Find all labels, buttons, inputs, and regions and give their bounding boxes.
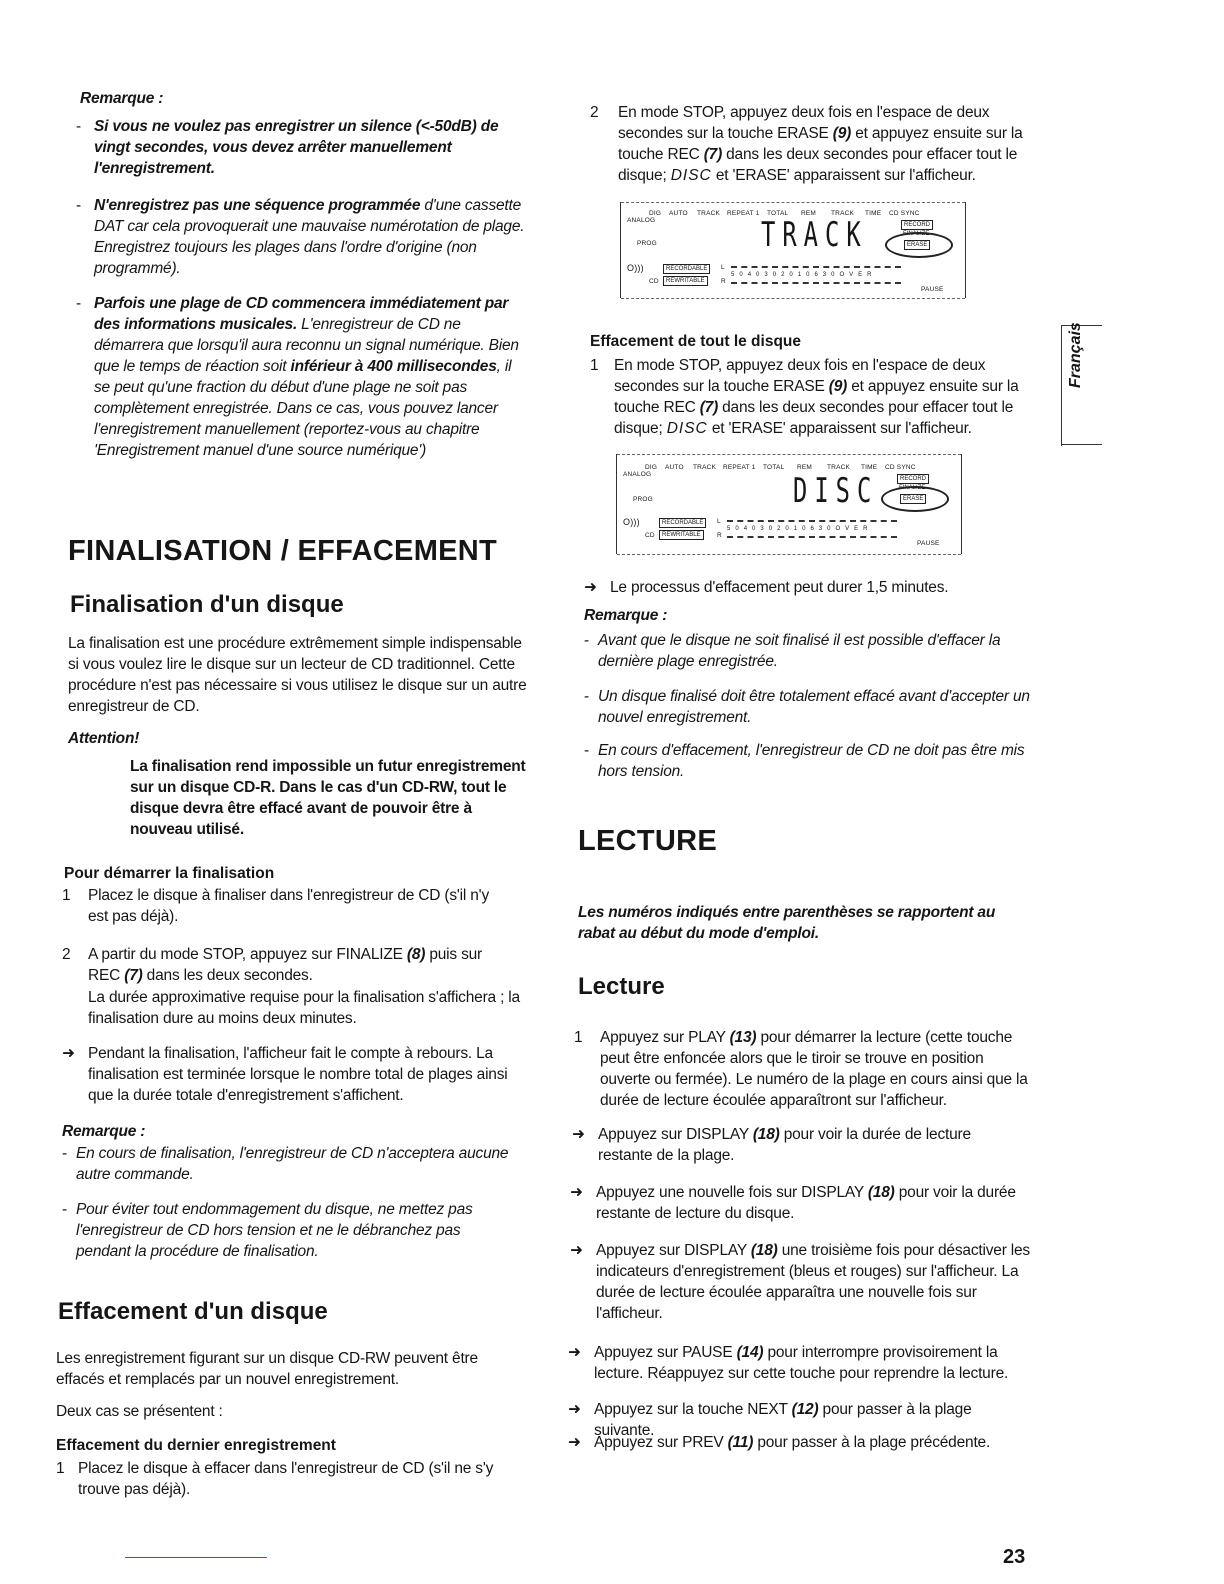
arrow-text: Appuyez une nouvelle fois sur DISPLAY (18) pour voir la durée restante de lecture du disque.	[596, 1184, 1016, 1222]
heading-finalisation-disque: Finalisation d'un disque	[70, 591, 344, 618]
arrow-icon: ➜	[568, 1434, 581, 1451]
arrow-text: Appuyez sur DISPLAY (18) pour voir la durée de lecture restante de la plage.	[598, 1126, 971, 1164]
lcd-display-disc: DIG AUTO TRACK REPEAT 1 TOTAL REM TRACK TIME CD SYNC ANALOG PROG DISC RECORD FINALIZE ERASE O))) RECORDABLE REWRITABLE CD L R 5040302010630OVER PAUSE	[616, 454, 962, 554]
arrow-text: Appuyez sur PREV (11) pour passer à la plage précédente.	[594, 1434, 991, 1451]
remark-text: Avant que le disque ne soit finalisé il est possible d'effacer la dernière plage enregistrée.	[598, 632, 1001, 670]
effacement-paragraph-2: Deux cas se présentent :	[56, 1403, 223, 1420]
remark-text: Un disque finalisé doit être totalement effacé avant d'accepter un nouvel enregistrement.	[598, 688, 1030, 726]
arrow-text: Le processus d'effacement peut durer 1,5 minutes.	[610, 579, 949, 596]
effacement-paragraph: Les enregistrement figurant sur un disque CD-RW peuvent être effacés et remplacés par un nouvel enregistrement.	[56, 1350, 478, 1388]
language-tab-label: Français	[1067, 322, 1084, 388]
remark-title: Remarque :	[62, 1123, 146, 1140]
remark-title: Remarque :	[584, 607, 668, 624]
lcd-display-track: DIG AUTO TRACK REPEAT 1 TOTAL REM TRACK TIME CD SYNC ANALOG PROG TRACK RECORD FINALIZE ERASE O))) RECORDABLE REWRITABLE CD L R 5040302010630OVER PAUSE	[620, 202, 966, 298]
lcd-segment-text: TRACK	[761, 215, 868, 255]
step-text: A partir du mode STOP, appuyez sur FINALIZE (8) puis sur REC (7) dans les deux secondes.	[88, 946, 482, 984]
arrow-icon: ➜	[570, 1242, 583, 1259]
effacement-dernier-title: Effacement du dernier enregistrement	[56, 1437, 336, 1454]
arrow-icon: ➜	[572, 1126, 585, 1143]
page-number: 23	[1003, 1546, 1026, 1568]
attention-title: Attention!	[68, 730, 140, 747]
step-text: En mode STOP, appuyez deux fois en l'espace de deux secondes sur la touche ERASE (9) et appuyez ensuite sur la touche REC (7) dans les deux secondes pour effacer tout le disque; DISC et 'ERASE' apparaissent sur l'afficheur.	[618, 104, 1023, 184]
footer-rule	[125, 1557, 267, 1558]
level-meter: 5040302010630OVER	[727, 518, 897, 540]
arrow-icon: ➜	[568, 1401, 581, 1418]
arrow-icon: ➜	[62, 1045, 75, 1062]
lecture-note: Les numéros indiqués entre parenthèses se rapportent au rabat au début du mode d'emploi.	[578, 904, 996, 942]
remark-text: Si vous ne voulez pas enregistrer un silence (<-50dB) de vingt secondes, vous devez arrêter manuellement l'enregistrement.	[94, 118, 499, 177]
step-text: Placez le disque à finaliser dans l'enregistreur de CD (s'il n'y est pas déjà).	[88, 887, 489, 925]
attention-text: La finalisation rend impossible un futur enregistrement sur un disque CD-R. Dans le cas d'un CD-RW, tout le disque devra être effacé avant de pouvoir être à nouveau utilisé.	[130, 758, 526, 838]
lcd-segment-text: DISC	[793, 471, 879, 511]
arrow-text: Appuyez sur PAUSE (14) pour interrompre provisoirement la lecture. Réappuyez sur cette touche pour reprendre la lecture.	[594, 1344, 1009, 1382]
remark-title: Remarque :	[80, 90, 164, 107]
step-text: Appuyez sur PLAY (13) pour démarrer la lecture (cette touche peut être enfoncée alors que le tiroir se trouve en position ouverte ou fermée). Le numéro de la plage en cours ainsi que la durée de lecture écoulée apparaîtront sur l'afficheur.	[600, 1029, 1028, 1109]
remark-text: N'enregistrez pas une séquence programmée d'une cassette DAT car cela provoquerait une mauvaise numérotation de plage. Enregistrez toujours les plages dans l'ordre d'origine (non programmé).	[94, 197, 525, 277]
heading-lecture: Lecture	[578, 973, 665, 1000]
level-meter: 5040302010630OVER	[731, 264, 901, 286]
arrow-text: Pendant la finalisation, l'afficheur fait le compte à rebours. La finalisation est terminée lorsque le nombre total de plages ainsi que la durée totale d'enregistrement s'affichent.	[88, 1045, 508, 1104]
remark-text: En cours de finalisation, l'enregistreur de CD n'acceptera aucune autre commande.	[76, 1145, 509, 1183]
remark-text: En cours d'effacement, l'enregistreur de CD ne doit pas être mis hors tension.	[598, 742, 1025, 780]
remark-text: Parfois une plage de CD commencera immédiatement par des informations musicales. L'enregistreur de CD ne démarrera que lorsqu'il aura reconnu un signal numérique. Bien que le temps de réaction soit inférieur à 400 millisecondes, il se peut qu'une fraction du début d'une plage ne soit pas complètement enregistrée. Dans ce cas, vous pouvez lancer l'enregistrement manuellement (reportez-vous au chapitre 'Enregistrement manuel d'une source numérique')	[94, 295, 519, 459]
arrow-text: Appuyez sur la touche NEXT (12) pour passer à la plage suivante.	[594, 1401, 972, 1439]
heading-effacement-disque: Effacement d'un disque	[58, 1298, 328, 1325]
step-text: Placez le disque à effacer dans l'enregistreur de CD (s'il ne s'y trouve pas déjà).	[78, 1460, 494, 1498]
arrow-icon: ➜	[584, 579, 597, 596]
erase-highlight-ellipse	[881, 486, 949, 512]
arrow-icon: ➜	[568, 1344, 581, 1361]
arrow-text: Appuyez sur DISPLAY (18) une troisième fois pour désactiver les indicateurs d'enregistrement (bleus et rouges) sur l'afficheur. La durée de lecture écoulée apparaîtra une nouvelle fois sur l'afficheur.	[596, 1242, 1030, 1322]
step-text-continued: La durée approximative requise pour la finalisation s'affichera ; la finalisation dure au moins deux minutes.	[88, 989, 520, 1027]
start-finalisation-title: Pour démarrer la finalisation	[64, 865, 275, 882]
remark-text: Pour éviter tout endommagement du disque, ne mettez pas l'enregistreur de CD hors tension et ne le débranchez pas pendant la procédure de finalisation.	[76, 1201, 473, 1260]
effacement-tout-title: Effacement de tout le disque	[590, 333, 802, 350]
finalisation-paragraph: La finalisation est une procédure extrêmement simple indispensable si vous voulez lire le disque sur un lecteur de CD traditionnel. Cette procédure n'est pas nécessaire si vous utilisez le disque sur un autre enregistreur de CD.	[68, 635, 527, 715]
arrow-icon: ➜	[570, 1184, 583, 1201]
erase-highlight-ellipse	[885, 232, 953, 258]
section-title-finalisation: FINALISATION / EFFACEMENT	[68, 535, 498, 567]
section-title-lecture: LECTURE	[578, 825, 718, 857]
step-text: En mode STOP, appuyez deux fois en l'espace de deux secondes sur la touche ERASE (9) et appuyez ensuite sur la touche REC (7) dans les deux secondes pour effacer tout le disque; DISC et 'ERASE' apparaissent sur l'afficheur.	[614, 357, 1019, 437]
